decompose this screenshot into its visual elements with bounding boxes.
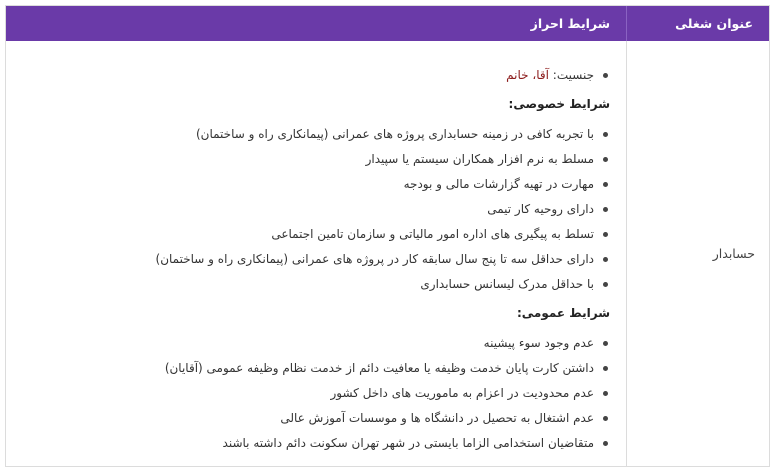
gender-list [16,63,610,88]
requirements-cell [6,41,627,466]
gender-value: آقا، خانم [506,68,549,82]
special-requirements-heading: شرایط خصوصی: [508,97,610,111]
list-item: داشتن کارت پایان خدمت وظیفه یا معافیت دائم از خدمت نظام وظیفه عمومی (آقایان) [16,356,610,381]
list-item: عدم محدودیت در اعزام به ماموریت های داخل کشور [16,381,610,406]
list-item: عدم اشتغال به تحصیل در دانشگاه ها و موسسات آموزش عالی [16,406,610,431]
general-requirements-heading: شرایط عمومی: [516,306,610,320]
gender-label: جنسیت: [552,68,594,82]
job-title-cell: حسابدار [627,41,770,466]
list-item: تسلط به پیگیری های اداره امور مالیاتی و سازمان تامین اجتماعی [16,222,610,247]
special-requirements-list [16,122,610,297]
general-requirements-list [16,331,610,456]
table-header-row [6,6,769,41]
job-title-column-header: عنوان شغلی [627,6,770,41]
list-item: با حداقل مدرک لیسانس حسابداری [16,272,610,297]
list-item: دارای حداقل سه تا پنج سال سابقه کار در پروژه های عمرانی (پیمانکاری راه و ساختمان) [16,247,610,272]
list-item: مسلط به نرم افزار همکاران سیستم یا سپیدار [16,147,610,172]
requirements-column-header: شرایط احراز [6,6,627,41]
table-row [6,41,769,466]
gender-item [16,63,610,88]
list-item: متقاضیان استخدامی الزاما بایستی در شهر تهران سکونت دائم داشته باشند [16,431,610,456]
list-item: عدم وجود سوء پیشینه [16,331,610,356]
list-item: مهارت در تهیه گزارشات مالی و بودجه [16,172,610,197]
list-item: دارای روحیه کار تیمی [16,197,610,222]
job-requirements-table [6,6,769,466]
list-item: با تجربه کافی در زمینه حسابداری پروژه های عمرانی (پیمانکاری راه و ساختمان) [16,122,610,147]
requirements-content [6,51,626,456]
job-requirements-frame [5,5,770,467]
